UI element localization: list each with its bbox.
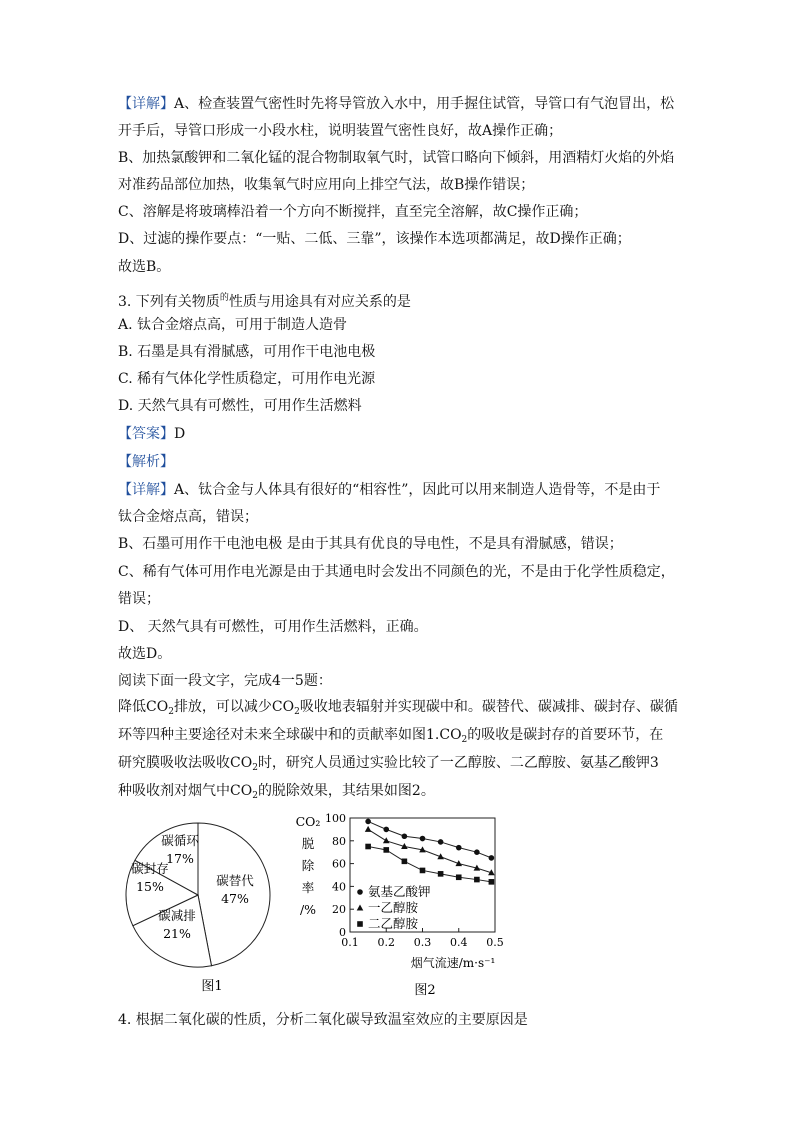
data-point-3-7: [474, 877, 480, 883]
detail-line-1: [118, 94, 674, 114]
q3-stem-a: 3. 下列有关物质: [118, 294, 220, 310]
y-label-part: /%: [299, 902, 317, 917]
x-axis-label: 烟气流速/m·s⁻¹: [410, 956, 496, 970]
q3-stem-sup: 的: [219, 293, 229, 303]
q3-option-c: C. 稀有气体化学性质稳定，可用作电光源: [118, 371, 376, 387]
y-axis-label: [296, 814, 321, 917]
y-tick-label: 40: [332, 880, 346, 894]
q3-explain-1: [118, 480, 660, 500]
r2a: 环等四种主要途径对未来全球碳中和的贡献率如图1.CO: [118, 727, 462, 743]
data-point-3-4: [420, 868, 426, 874]
data-point-2-1: [365, 826, 372, 832]
data-point-1-1: [365, 819, 371, 825]
r1a: 降低CO: [118, 699, 169, 715]
x-tick-label: 0.3: [413, 936, 432, 949]
data-point-3-8: [489, 879, 495, 885]
y-tick-label: 60: [332, 857, 346, 871]
question-3-stem: [118, 288, 411, 312]
data-point-1-8: [489, 855, 495, 861]
reading-line-3: [118, 753, 659, 778]
q3-answer: [118, 424, 185, 444]
legend: [357, 884, 431, 931]
q3-explain-1-text: A、钛合金与人体具有很好的“相容性”，因此可以用来制造人造骨等，不是由于: [174, 482, 661, 498]
data-point-1-6: [456, 845, 462, 851]
pie-label-value-2: 21%: [163, 926, 191, 941]
r1b: 排放，可以减少CO: [173, 699, 295, 715]
q3-stem-b: 性质与用途具有对应关系的是: [228, 294, 411, 310]
x-tick-label: 0.4: [450, 936, 468, 949]
legend-marker-2: [357, 905, 364, 911]
r1sub2: 2: [294, 707, 300, 717]
pie-label-value-1: 47%: [221, 891, 249, 906]
data-point-2-2: [383, 837, 390, 843]
r4sub: 2: [252, 791, 258, 801]
legend-label-2: 一乙醇胺: [368, 900, 419, 915]
detail-line-3: B、加热氯酸钾和二氧化锰的混合物制取氧气时，试管口略向下倾斜，用酒精灯火焰的外焰: [118, 150, 675, 166]
question-4-stem: 4. 根据二氧化碳的性质，分析二氧化碳导致温室效应的主要原因是: [118, 1012, 528, 1028]
q3-explain-3: B、石墨可用作干电池电极 是由于其具有优良的导电性，不是具有滑腻感，错误；: [118, 536, 623, 552]
x-tick-label: 0.1: [341, 936, 359, 949]
pie-label-name-1: 碳替代: [216, 873, 254, 888]
reading-line-1: [118, 697, 678, 722]
y-label-part: 脱: [301, 836, 315, 851]
legend-marker-3: [357, 921, 363, 927]
reading-line-4: [118, 781, 435, 806]
y-label-part: 除: [301, 858, 315, 873]
pie-label-name-2: 碳减排: [158, 908, 196, 923]
data-point-1-7: [474, 849, 480, 855]
r2b: 的吸收是碳封存的首要环节，在: [467, 727, 664, 743]
r2sub: 2: [461, 735, 468, 745]
detail-tag-2: 【详解】: [118, 482, 174, 498]
figure-1-caption: 图1: [201, 979, 223, 994]
legend-label-1: 氨基乙酸钾: [368, 884, 431, 899]
legend-label-3: 二乙醇胺: [368, 916, 419, 931]
q3-explain-5: 错误；: [118, 591, 160, 607]
answer-value: D: [174, 426, 186, 442]
data-point-1-2: [383, 827, 389, 833]
pie-label-value-3: 15%: [136, 879, 164, 894]
x-tick-label: 0.2: [377, 936, 395, 949]
q3-option-b: B. 石墨是具有滑腻感，可用作干电池电极: [118, 344, 376, 360]
r1sub: 2: [168, 707, 174, 717]
detail-line-5: C、溶解是将玻璃棒沿着一个方向不断搅拌，直至完全溶解，故C操作正确；: [118, 204, 588, 220]
detail-tag: 【详解】: [118, 96, 174, 112]
q3-explain-2: 钛合金熔点高，错误；: [118, 509, 258, 525]
answer-tag: 【答案】: [118, 426, 174, 442]
detail-line-6: D、过滤的操作要点：“一贴、二低、三靠”，该操作本选项都满足，故D操作正确；: [118, 231, 631, 247]
data-point-3-1: [365, 844, 371, 850]
y-label-part: 率: [301, 880, 315, 895]
data-point-1-4: [420, 836, 426, 842]
y-tick-label: 80: [332, 834, 346, 848]
data-point-3-3: [402, 859, 408, 865]
data-point-3-2: [383, 847, 389, 853]
detail-line-4: 对准药品部位加热，收集氧气时应用向上排空气法，故B操作错误；: [118, 177, 535, 193]
detail-conclusion: 故选B。: [118, 259, 171, 275]
data-point-1-5: [438, 839, 444, 845]
q3-analysis-tag: [118, 452, 174, 472]
q3-conclusion: 故选D。: [118, 646, 172, 662]
pie-label-name-3: 碳封存: [131, 861, 169, 876]
analysis-tag: 【解析】: [118, 454, 174, 470]
r3a: 研究膜吸收法吸收CO: [118, 755, 253, 771]
figure-2-caption: 图2: [414, 983, 436, 998]
data-point-3-5: [438, 871, 444, 877]
q3-explain-6: D、 天然气具有可燃性，可用作生活燃料，正确。: [118, 619, 428, 635]
series: [365, 819, 495, 885]
r3b: 时，研究人员通过实验比较了一乙醇胺、二乙醇胺、氨基乙酸钾3: [257, 755, 659, 771]
y-tick-label: 100: [325, 812, 346, 825]
data-point-3-6: [456, 874, 462, 880]
y-tick-label: 0: [339, 926, 346, 939]
q3-option-a: A. 钛合金熔点高，可用于制造人造骨: [118, 317, 348, 333]
detail-text: A、检查装置气密性时先将导管放入水中，用手握住试管，导管口有气泡冒出，松: [174, 96, 675, 112]
pie-label-name-4: 碳循环: [161, 833, 199, 848]
x-tick-label: 0.5: [486, 936, 504, 949]
figure-2-line-chart: [290, 812, 510, 1002]
q3-option-d: D. 天然气具有可燃性，可用作生活燃料: [118, 398, 362, 414]
q3-explain-4: C、稀有气体可用作电光源是由于其通电时会发出不同颜色的光，不是由于化学性质稳定，: [118, 564, 675, 580]
detail-line-2: 开手后，导管口形成一小段水柱，说明装置气密性良好，故A操作正确；: [118, 123, 563, 139]
r4b: 的脱除效果，其结果如图2。: [257, 783, 435, 799]
r1c: 吸收地表辐射并实现碳中和。碳替代、碳减排、碳封存、碳循: [299, 699, 678, 715]
pie-label-value-4: 17%: [166, 851, 194, 866]
r3sub: 2: [252, 763, 258, 773]
figure-1-pie-chart: [120, 815, 280, 1000]
y-label-part: CO₂: [295, 814, 321, 829]
reading-intro: 阅读下面一段文字，完成4一5题：: [118, 673, 332, 689]
y-tick-label: 20: [332, 903, 346, 917]
data-point-1-3: [402, 833, 408, 839]
legend-marker-1: [357, 889, 363, 895]
reading-line-2: [118, 725, 663, 750]
r4a: 种吸收剂对烟气中CO: [118, 783, 253, 799]
